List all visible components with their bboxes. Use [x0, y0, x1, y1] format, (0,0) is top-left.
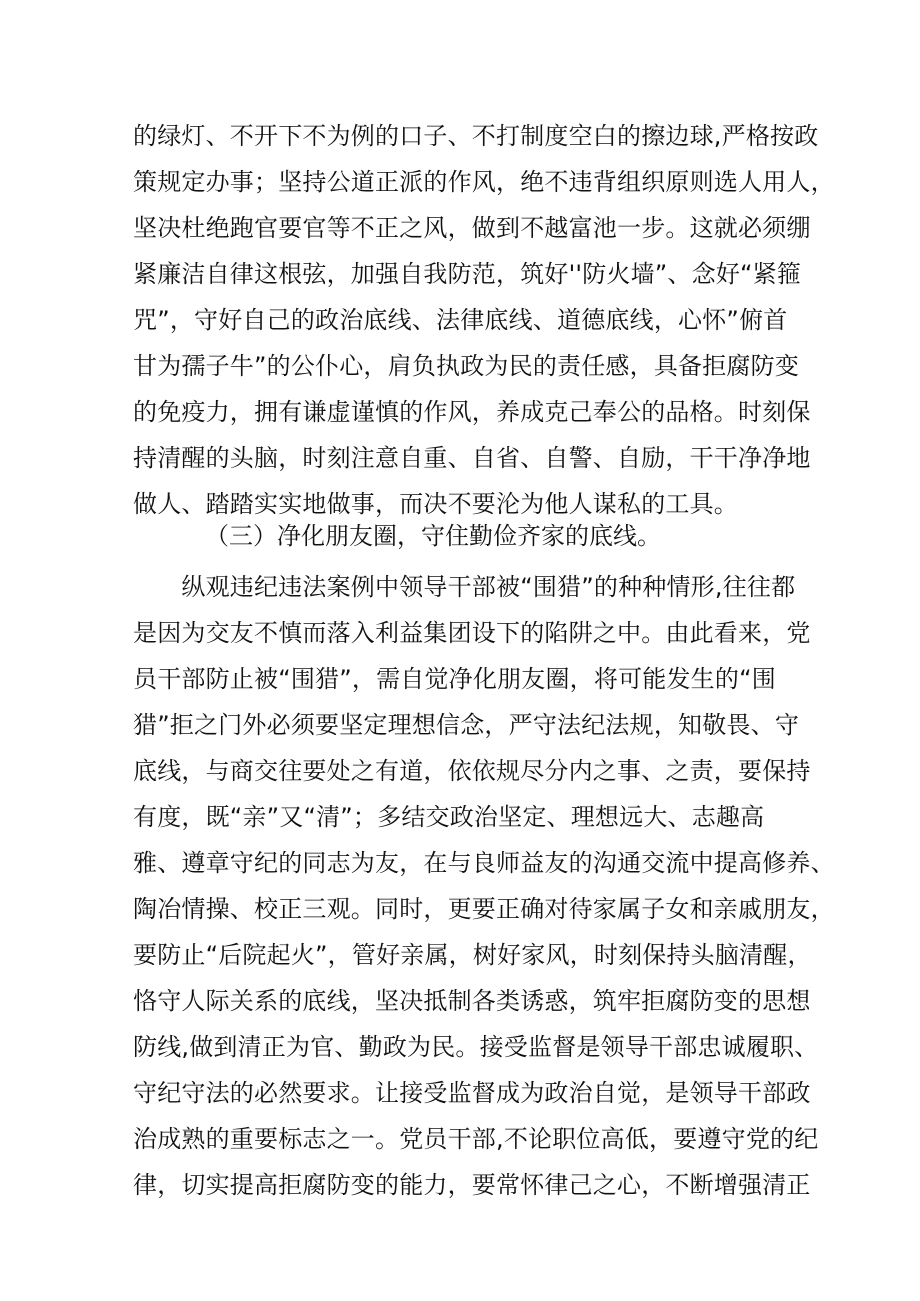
- paragraph-line: 陶冶情操、校正三观。同时，更要正确对待家属子女和亲戚朋友，: [133, 895, 835, 923]
- section-heading: （三）净化朋友圈，守住勤俭齐家的底线。: [205, 522, 661, 550]
- paragraph-line: 是因为交友不慎而落入利益集团设下的陷阱之中。由此看来，党: [133, 619, 811, 647]
- paragraph-line: 紧廉洁自律这根弦，加强自我防范，筑好''防火墙”、念好“紧箍: [133, 260, 802, 288]
- paragraph-line: 坚决杜绝跑官要官等不正之风，做到不越富池一步。这就必须绷: [133, 214, 811, 242]
- paragraph-line: 雅、遵章守纪的同志为友，在与良师益友的沟通交流中提高修养、: [133, 849, 835, 877]
- paragraph-line: 员干部防止被“围猎”，需自觉净化朋友圈，将可能发生的“围: [133, 665, 776, 693]
- paragraph-line: 持清醒的头脑，时刻注意自重、自省、自警、自励，干干净净地: [133, 444, 811, 472]
- paragraph-line: 纵观违纪违法案例中领导干部被“围猎”的种种情形,往往都: [133, 573, 796, 601]
- paragraph-line: 有度，既“亲”又“清”；多结交政治坚定、理想远大、志趣高: [133, 803, 765, 831]
- paragraph-line: 的绿灯、不开下不为例的口子、不打制度空白的擦边球,严格按政: [133, 122, 819, 150]
- paragraph-line: 做人、踏踏实实地做事，而决不要沦为他人谋私的工具。: [133, 490, 738, 518]
- paragraph-line: 策规定办事；坚持公道正派的作风，绝不违背组织原则选人用人，: [133, 168, 835, 196]
- paragraph-line: 恪守人际关系的底线，坚决抵制各类诱惑，筑牢拒腐防变的思想: [133, 987, 811, 1015]
- paragraph-line: 防线,做到清正为官、勤政为民。接受监督是领导干部忠诚履职、: [133, 1033, 819, 1061]
- paragraph-line: 底线，与商交往要处之有道，依依规尽分内之事、之责，要保持: [133, 757, 811, 785]
- paragraph-line: 治成熟的重要标志之一。党员干部,不论职位高低，要遵守党的纪: [133, 1125, 819, 1153]
- paragraph-line: 猎”拒之门外必须要坚定理想信念，严守法纪法规，知敬畏、守: [133, 711, 800, 739]
- paragraph-line: 律，切实提高拒腐防变的能力，要常怀律己之心，不断增强清正: [133, 1171, 811, 1199]
- body-paragraph-1: [133, 113, 835, 527]
- body-paragraph-2: [133, 564, 835, 1208]
- paragraph-line: 守纪守法的必然要求。让接受监督成为政治自觉，是领导干部政: [133, 1079, 811, 1107]
- paragraph-line: 的免疫力，拥有谦虚谨慎的作风，养成克己奉公的品格。时刻保: [133, 398, 811, 426]
- paragraph-line: 要防止“后院起火”，管好亲属，树好家风，时刻保持头脑清醒，: [133, 941, 812, 969]
- paragraph-line: 甘为孺子牛”的公仆心，肩负执政为民的责任感，具备拒腐防变: [133, 352, 800, 380]
- paragraph-line: 咒”，守好自己的政治底线、法律底线、道德底线，心怀”俯首: [133, 306, 788, 334]
